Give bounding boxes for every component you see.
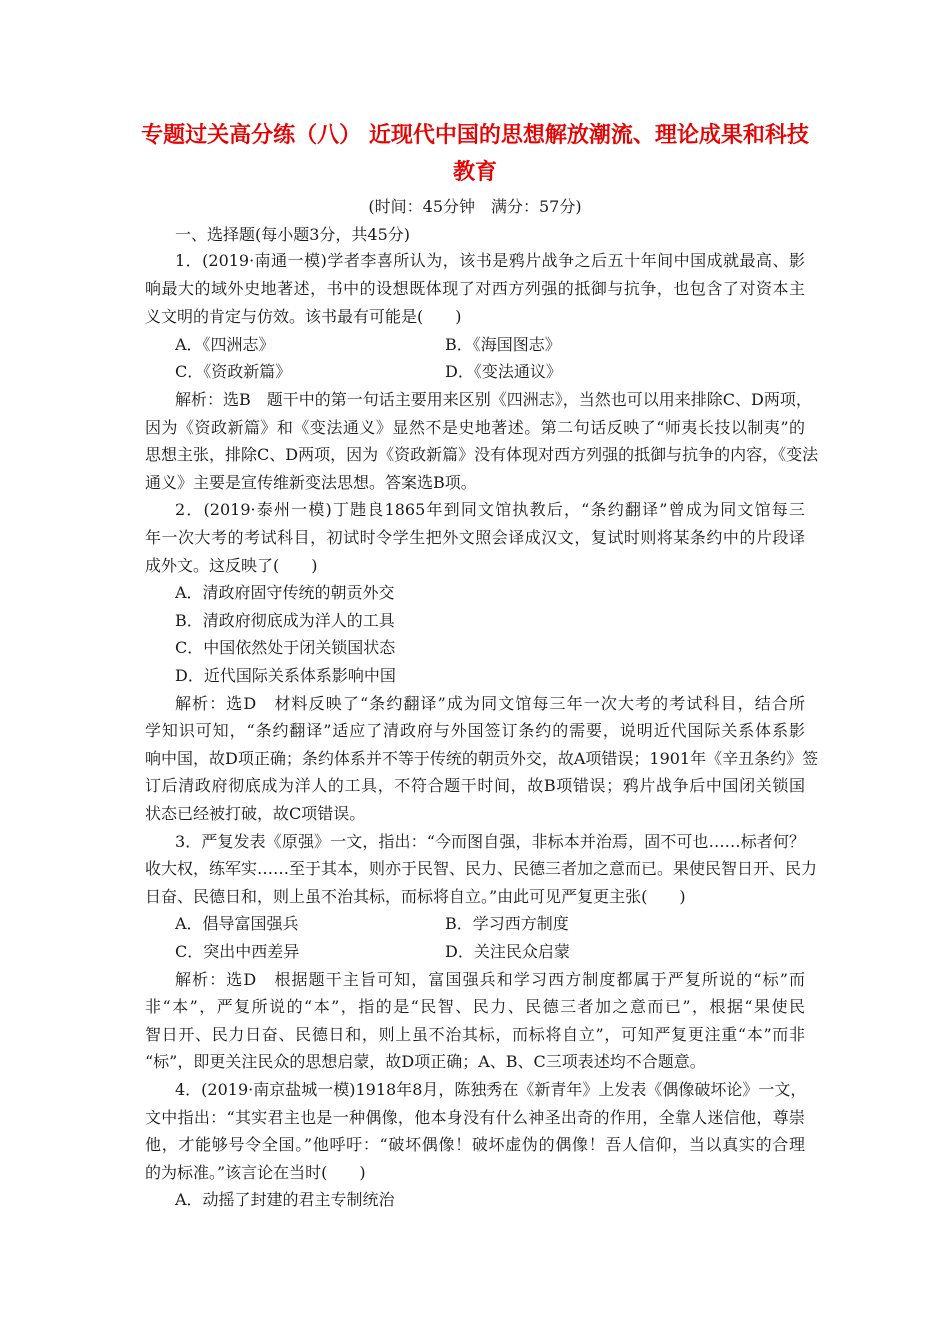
q1-option-d: D．《变法通议》 [445,362,562,381]
section-heading: 一、选择题(每小题3分，共45分) [175,225,411,244]
q3-analysis-line: 智日开、民力日奋、民德日和，则上虽不治其标，而标将自立”，可知严复更注重“本”而非 [145,1025,805,1044]
q2-stem-line: 成外文。这反映了( ) [145,556,318,575]
q4-option-a: A．动摇了封建的君主专制统治 [175,1190,395,1209]
q3-stem-line: 收大权，练军实……至于其本，则亦于民智、民力、民德三者加之意而已。果使民智日开、民力 [145,859,818,878]
q2-stem-line: 2．(2019·泰州一模)丁韪良1865年到同文馆执教后，“条约翻译”曾成为同文馆每三 [175,500,805,519]
q1-analysis-line: 思想主张，排除C、D两项，因为《资政新篇》没有体现对西方列强的抵御与抗争的内容，《变法 [145,445,819,464]
q2-analysis-line: 状态已经被打破，故C项错误。 [145,804,366,823]
title-line-2: 教育 [452,160,497,185]
q2-analysis-line: 响中国，故D项正确；条约体系并不等于传统的朝贡外交，故A项错误；1901年《辛丑条约》签 [145,749,819,768]
q3-analysis-line: 非“本”，严复所说的“本”，指的是“民智、民力、民德三者加之意而已”，根据“果使民 [145,997,805,1016]
q2-stem-line: 年一次大考的考试科目，初试时令学生把外文照会译成汉文，复试时则将某条约中的片段译 [145,528,805,547]
q3-analysis-line: “标”，即更关注民众的思想启蒙，故D项正确；A、B、C三项表述均不合题意。 [145,1052,706,1071]
q1-stem-line: 义文明的肯定与仿效。该书最有可能是( ) [145,307,462,326]
q1-option-b: B．《海国图志》 [445,335,561,354]
q3-stem-line: 日奋、民德日和，则上虽不治其标，而标将自立。”由此可见严复更主张( ) [145,887,686,906]
q3-option-b: B．学习西方制度 [445,914,569,933]
q2-option-d: D．近代国际关系体系影响中国 [175,666,396,685]
q4-stem-line: 文中指出：“其实君主也是一种偶像，他本身没有什么神圣出奇的作用，全靠人迷信他，尊崇 [145,1108,805,1127]
q1-option-c: C．《资政新篇》 [175,362,292,381]
q2-option-a: A．清政府固守传统的朝贡外交 [175,583,395,602]
q3-analysis-line: 解析：选D 根据题干主旨可知，富国强兵和学习西方制度都属于严复所说的“标”而 [175,970,805,989]
q2-analysis-line: 解析：选D 材料反映了“条约翻译”成为同文馆每三年一次大考的考试科目，结合所 [175,694,805,713]
q1-stem-line: 响最大的域外史地著述，书中的设想既体现了对西方列强的抵御与抗争，也包含了对资本主 [145,279,805,298]
exam-meta: (时间：45分钟 满分：57分) [368,197,582,216]
q3-option-c: C．突出中西差异 [175,942,300,961]
q1-stem-line: 1．(2019·南通一模)学者李喜所认为，该书是鸦片战争之后五十年间中国成就最高、影 [175,251,805,270]
q4-stem-line: 4．(2019·南京盐城一模)1918年8月，陈独秀在《新青年》上发表《偶像破坏论》一文， [175,1080,807,1099]
q1-analysis-line: 因为《资政新篇》和《变法通义》显然不是史地著述。第二句话反映了“师夷长技以制夷”的 [145,418,805,437]
title-line-1: 专题过关高分练（八） 近现代中国的思想解放潮流、理论成果和科技 [141,123,809,148]
q2-option-c: C．中国依然处于闭关锁国状态 [175,638,396,657]
q1-option-a: A．《四洲志》 [175,335,275,354]
q3-stem-line: 3．严复发表《原强》一文，指出：“今而图自强，非标本并治焉，固不可也……标者何？ [175,832,805,851]
q2-analysis-line: 学知识可知，“条约翻译”适应了清政府与外国签订条约的需要，说明近代国际关系体系影 [145,721,805,740]
q2-analysis-line: 订后清政府彻底成为洋人的工具，不符合题干时间，故B项错误；鸦片战争后中国闭关锁国 [145,776,805,795]
q4-stem-line: 他，才能够号令全国。”他呼吁：“破坏偶像！破坏虚伪的偶像！吾人信仰，当以真实的合理 [145,1135,805,1154]
q3-option-d: D．关注民众启蒙 [445,942,570,961]
q3-option-a: A．倡导富国强兵 [175,914,299,933]
q1-analysis-line: 解析：选B 题干中的第一句话主要用来区别《四洲志》，当然也可以用来排除C、D两项， [175,390,812,409]
q1-analysis-line: 通义》主要是宣传维新变法思想。答案选B项。 [145,473,477,492]
q2-option-b: B．清政府彻底成为洋人的工具 [175,611,395,630]
q4-stem-line: 的为标准。”该言论在当时( ) [145,1163,366,1182]
